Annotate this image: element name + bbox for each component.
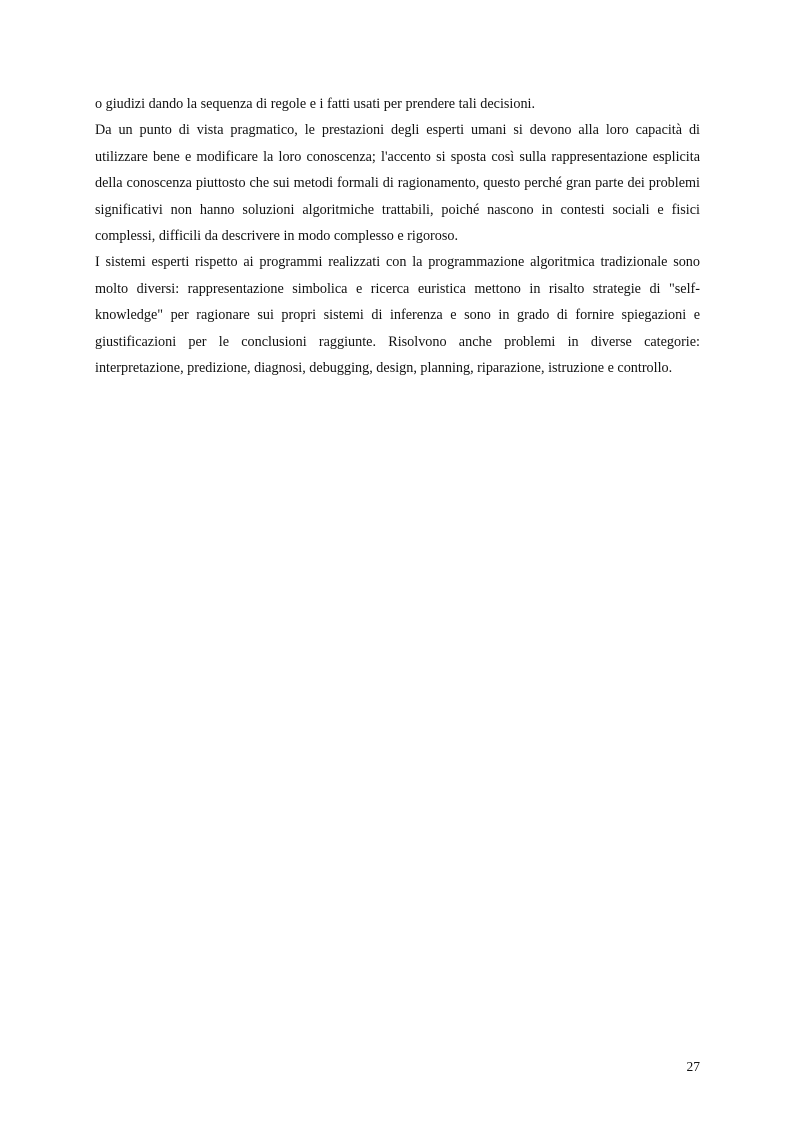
body-text <box>95 91 700 381</box>
paragraph-pragmatic-view: Da un punto di vista pragmatico, le prestazioni degli esperti umani si devono alla loro capacità di utilizzare bene e modificare la loro conoscenza; l'accento si sposta così sulla rappresentazione esplicita della conoscenza piuttosto che sui metodi formali di ragionamento, questo perché gran parte dei problemi significativi non hanno soluzioni algoritmiche trattabili, poiché nascono in contesti sociali e fisici complessi, difficili da descrivere in modo complesso e rigoroso. <box>95 122 700 245</box>
page-number: 27 <box>686 1059 700 1074</box>
paragraph-continuation: o giudizi dando la sequenza di regole e i fatti usati per prendere tali decisioni. <box>95 96 536 112</box>
paragraph-expert-systems: I sistemi esperti rispetto ai programmi realizzati con la programmazione algoritmica tradizionale sono molto diversi: rappresentazione simbolica e ricerca euristica mettono in risalto strategie di "self-knowledge" per ragionare sui propri sistemi di inferenza e sono in grado di fornire spiegazioni e giustificazioni per le conclusioni raggiunte. Risolvono anche problemi in diverse categorie: interpretazione, predizione, diagnosi, debugging, design, planning, riparazione, istruzione e controllo. <box>95 254 700 377</box>
